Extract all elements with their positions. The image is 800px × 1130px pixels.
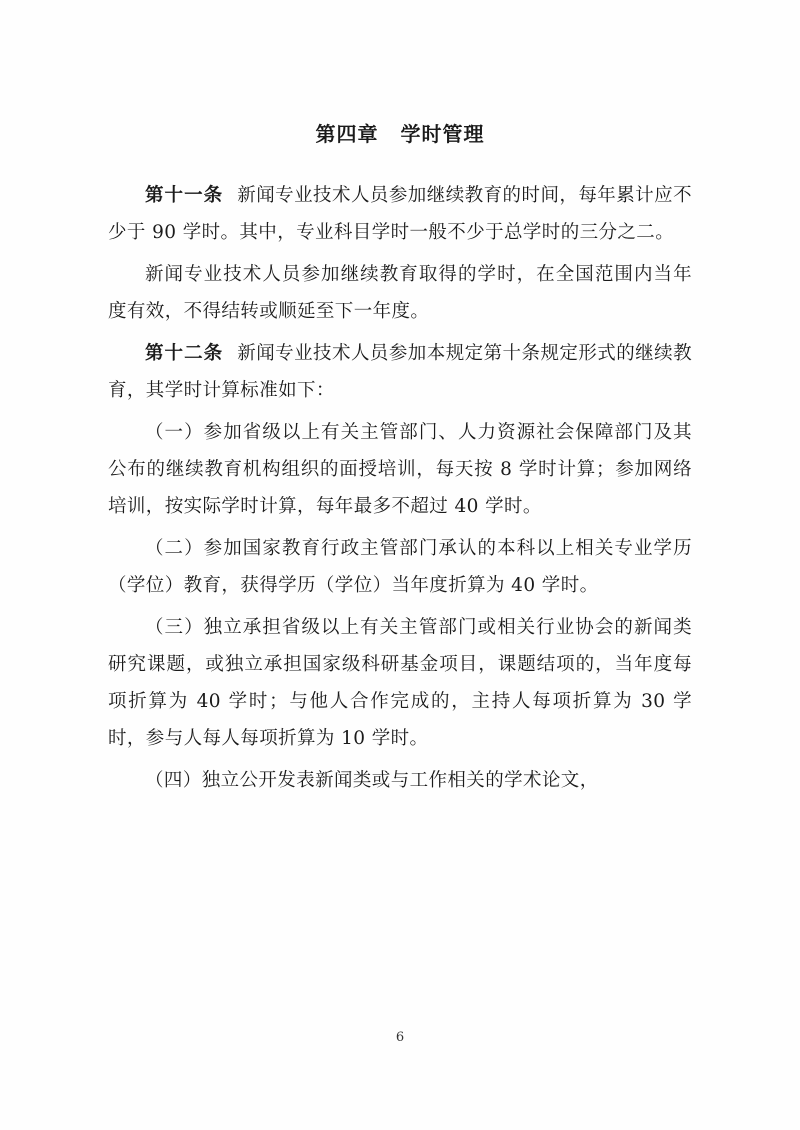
- article-label: 第十一条: [145, 185, 224, 206]
- paragraph-text: 新闻专业技术人员参加继续教育的时间，每年累计应不少于 90 学时。其中，专业科目学时一般不少于总学时的三分之二。: [108, 185, 692, 243]
- paragraph: [108, 762, 692, 799]
- chapter-number: 第四章: [315, 122, 379, 146]
- paragraph-text: （四）独立公开发表新闻类或与工作相关的学术论文，: [145, 770, 599, 791]
- paragraph: [108, 256, 692, 330]
- paragraph: [108, 530, 692, 604]
- paragraph-text: （二）参加国家教育行政主管部门承认的本科以上相关专业学历（学位）教育，获得学历（学位）当年度折算为 40 学时。: [108, 538, 692, 596]
- paragraph-text: 新闻专业技术人员参加本规定第十条规定形式的继续教育，其学时计算标准如下：: [108, 343, 692, 401]
- paragraph: [108, 414, 692, 525]
- paragraph-text: （三）独立承担省级以上有关主管部门或相关行业协会的新闻类研究课题，或独立承担国家级科研基金项目，课题结项的，当年度每项折算为 40 学时；与他人合作完成的，主持人每项折算为 30 学时，参与人每人每项折算为 10 学时。: [108, 617, 692, 749]
- paragraph: [108, 609, 692, 757]
- chapter-title-text: 学时管理: [400, 122, 485, 146]
- chapter-heading: [108, 118, 692, 147]
- paragraph: [108, 177, 692, 251]
- paragraph-text: （一）参加省级以上有关主管部门、人力资源社会保障部门及其公布的继续教育机构组织的面授培训，每天按 8 学时计算；参加网络培训，按实际学时计算，每年最多不超过 40 学时。: [108, 422, 692, 517]
- page-number: 6: [395, 1030, 405, 1045]
- article-label: 第十二条: [145, 343, 224, 364]
- paragraph: [108, 335, 692, 409]
- paragraph-text: 新闻专业技术人员参加继续教育取得的学时，在全国范围内当年度有效，不得结转或顺延至下一年度。: [108, 264, 692, 322]
- page-content: [108, 118, 692, 804]
